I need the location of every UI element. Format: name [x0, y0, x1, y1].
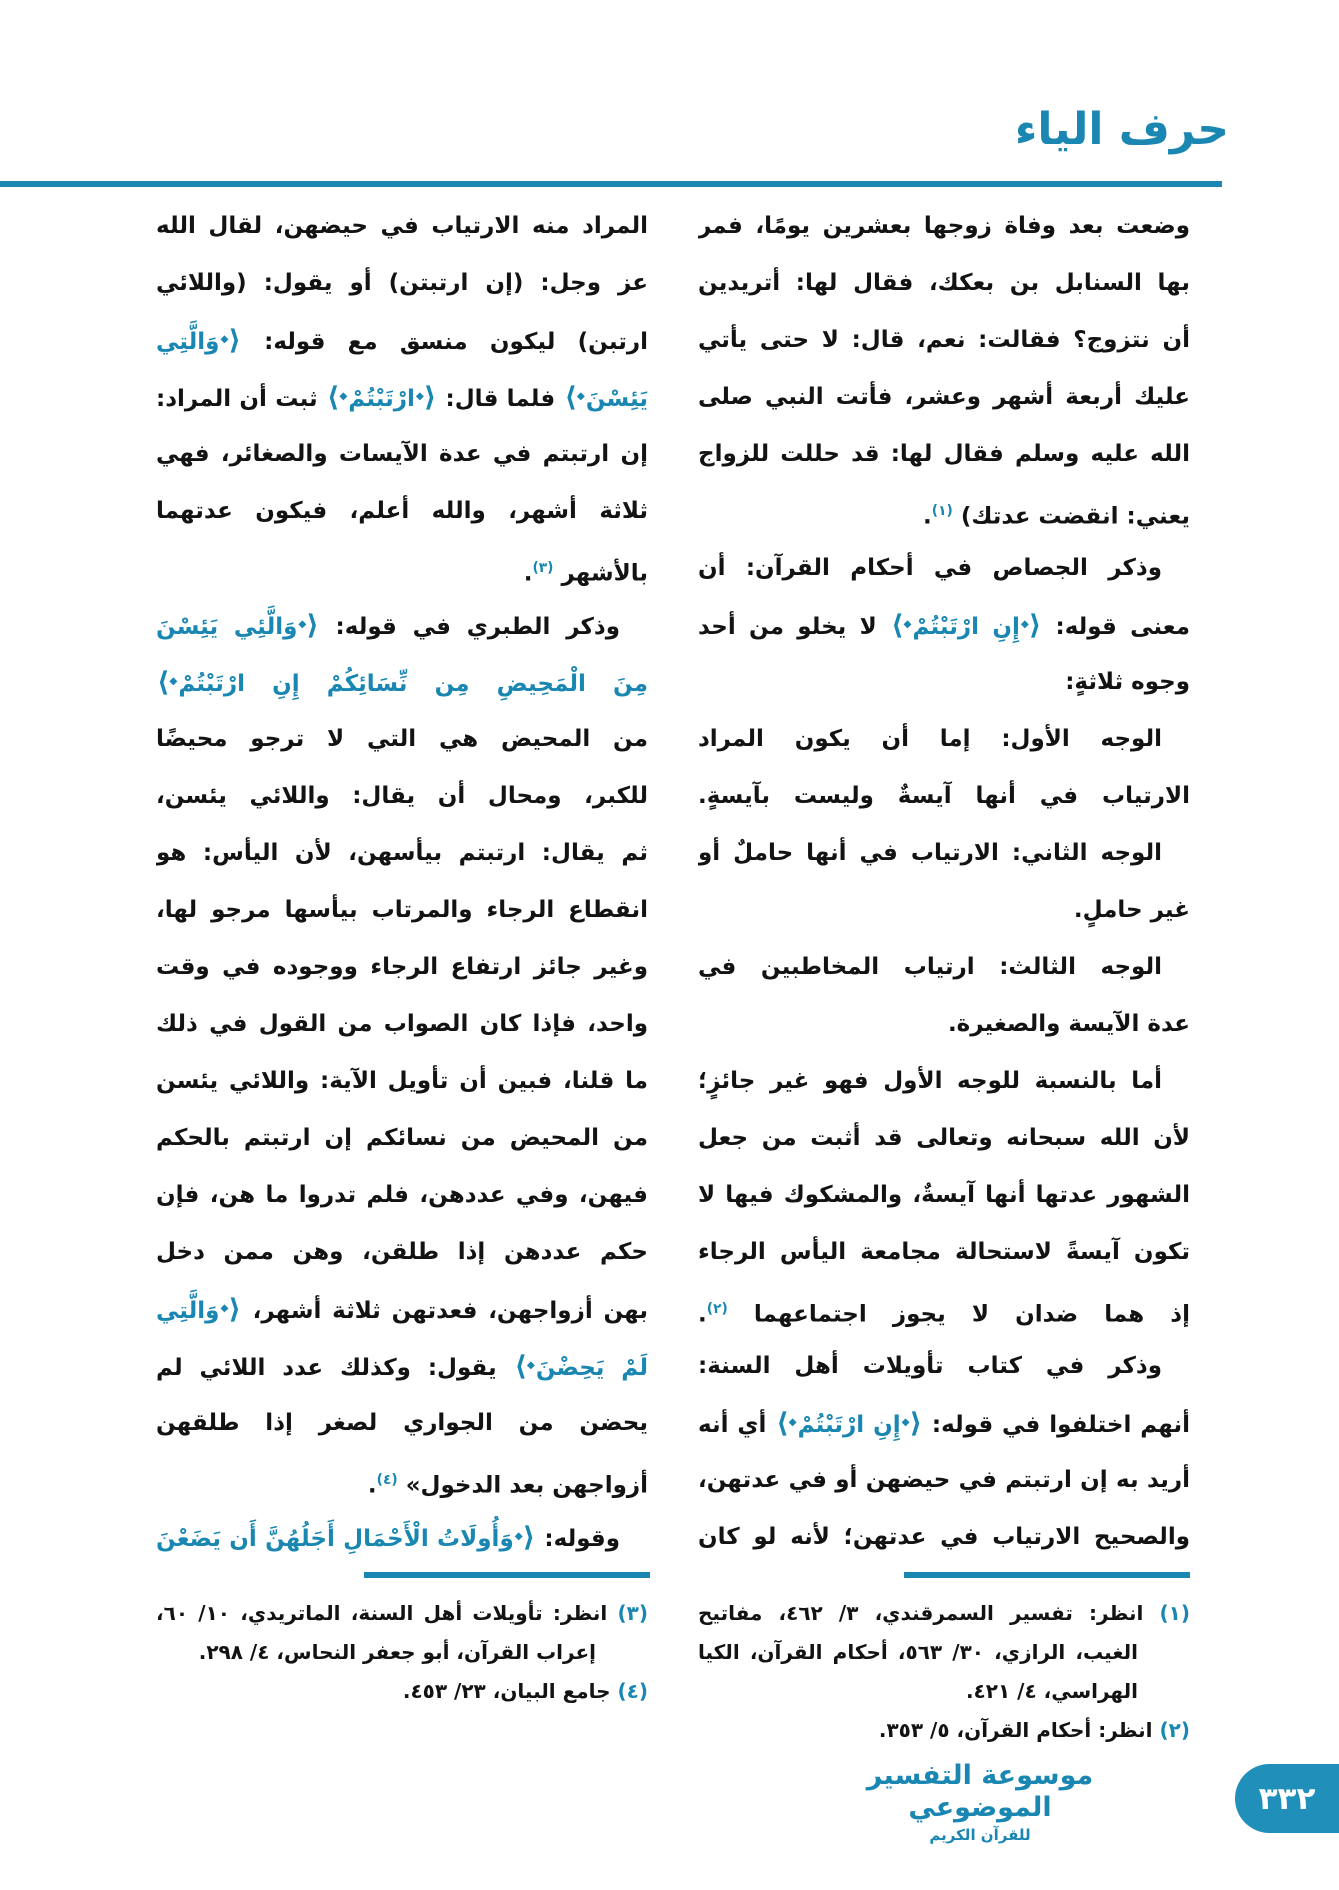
text-line — [698, 1167, 1190, 1224]
footnote-marker: (٢) — [1152, 1718, 1190, 1742]
body-text: بها السنابل بن بعكك، فقال لها: أتريدين — [698, 270, 1190, 296]
text-line — [698, 255, 1190, 312]
text-line — [698, 1395, 1190, 1452]
body-text: . — [923, 503, 932, 530]
quran-quote: مِنَ الْمَحِيضِ مِن نِّسَائِكُمْ إِنِ ارْتَبْتُمْ — [178, 671, 648, 697]
footnote-rule-left — [364, 1572, 650, 1578]
quran-open-bracket-icon: ◆⟩ — [298, 610, 319, 641]
body-text: عدة الآيسة والصغيرة. — [947, 1011, 1190, 1037]
body-text: بهن أزواجهن، فعدتهن ثلاثة أشهر، — [241, 1298, 648, 1324]
text-line — [698, 654, 1190, 711]
quran-open-bracket-icon: ◆⟩ — [901, 1408, 922, 1439]
quran-close-bracket-icon: ⟨◆ — [776, 1408, 797, 1439]
body-text: الشهور عدتها أنها آيسةٌ، والمشكوك فيها لا — [698, 1182, 1190, 1208]
footnote — [156, 1672, 648, 1711]
body-text: والصحيح الارتياب في عدتهن؛ لأنه لو كان — [698, 1524, 1190, 1550]
quran-quote: وَالَّتِي — [156, 329, 220, 355]
body-text: لا يخلو من أحد — [698, 614, 891, 640]
text-line — [698, 1053, 1190, 1110]
footnote-text: انظر: تفسير السمرقندي، ٣/ ٤٦٢، مفاتيح الغيب، الرازي، ٣٠/ ٥٦٣، أحكام القرآن، الكيا الهراسي، ٤/ ٤٢١. — [698, 1601, 1144, 1703]
footnote-text: انظر: أحكام القرآن، ٥/ ٣٥٣. — [878, 1718, 1153, 1742]
header-rule — [0, 181, 1222, 187]
body-text: ثبت أن المراد: — [156, 386, 326, 412]
text-line — [698, 768, 1190, 825]
body-text: للكبر، ومحال أن يقال: واللائي يئسن، — [156, 783, 648, 809]
text-line — [156, 1338, 648, 1395]
body-text: أما بالنسبة للوجه الأول فهو غير جائزٍ؛ — [698, 1068, 1162, 1094]
text-line — [698, 369, 1190, 426]
body-text: لأن الله سبحانه وتعالى قد أثبت من جعل — [698, 1125, 1190, 1151]
footnote — [698, 1594, 1190, 1711]
body-text: من المحيض هي التي لا ترجو محيضًا — [156, 726, 648, 752]
quran-close-bracket-icon: ⟨◆ — [514, 1351, 535, 1382]
text-line — [156, 996, 648, 1053]
quran-open-bracket-icon: ◆⟩ — [1020, 610, 1042, 641]
chapter-title: حرف الياء — [1014, 104, 1229, 155]
text-line — [698, 1338, 1190, 1395]
body-text: واحد، فإذا كان الصواب من القول في ذلك — [156, 1011, 648, 1037]
text-line — [698, 540, 1190, 597]
text-line — [156, 540, 648, 597]
text-line — [156, 768, 648, 825]
body-text: بالأشهر — [553, 560, 648, 587]
text-line — [156, 1452, 648, 1509]
text-line — [698, 1224, 1190, 1281]
footnote-ref: (١) — [931, 503, 953, 519]
quran-quote: لَمْ يَحِضْنَ — [535, 1355, 648, 1381]
quran-close-bracket-icon: ⟨◆ — [564, 382, 585, 413]
body-text: فلما قال: — [437, 386, 564, 412]
body-text: المراد منه الارتياب في حيضهن، لقال الله — [156, 213, 648, 239]
body-text: الوجه الثاني: الارتياب في أنها حاملٌ أو — [698, 840, 1162, 866]
body-text: ثلاثة أشهر، والله أعلم، فيكون عدتهما — [156, 498, 648, 524]
body-text: أريد به إن ارتبتم في حيضهن أو في عدتهن، — [698, 1467, 1190, 1493]
body-text: الوجه الثالث: ارتياب المخاطبين في — [698, 954, 1162, 980]
quran-quote: وَالَّئِي يَئِسْنَ — [156, 614, 298, 640]
body-text: من المحيض من نسائكم إن ارتبتم بالحكم — [156, 1125, 648, 1151]
text-line — [156, 312, 648, 369]
text-line — [698, 825, 1190, 882]
footnote-marker: (٤) — [610, 1679, 648, 1703]
footnote-ref: (٤) — [376, 1472, 398, 1488]
quran-close-bracket-icon: ⟨◆ — [157, 667, 178, 698]
text-line — [698, 198, 1190, 255]
footnote-marker: (١) — [1143, 1601, 1190, 1625]
body-text: أنهم اختلفوا في قوله: — [922, 1412, 1190, 1438]
text-line — [698, 711, 1190, 768]
quran-open-bracket-icon: ◆⟩ — [220, 1294, 241, 1325]
body-text: يقول: وكذلك عدد اللائي لم — [156, 1355, 514, 1381]
footnote-rule-right — [904, 1572, 1190, 1578]
footnotes-left — [156, 1594, 648, 1711]
body-text: . — [698, 1301, 707, 1328]
text-line — [156, 1110, 648, 1167]
body-text: وذكر الطبري في قوله: — [319, 614, 620, 640]
body-text: معنى قوله: — [1042, 614, 1190, 640]
text-line — [698, 597, 1190, 654]
footnote-marker: (٣) — [607, 1601, 648, 1625]
publisher-logo — [810, 1760, 1150, 1846]
text-line — [156, 426, 648, 483]
body-text: ما قلنا، فبين أن تأويل الآية: واللائي يئسن — [156, 1068, 648, 1094]
text-line — [156, 939, 648, 996]
footnote-text: جامع البيان، ٢٣/ ٤٥٣. — [402, 1679, 611, 1703]
quran-open-bracket-icon: ◆⟩ — [514, 1522, 536, 1553]
body-text: حكم عددهن إذا طلقن، وهن ممن دخل — [156, 1239, 648, 1265]
body-text: وقوله: — [536, 1526, 620, 1552]
text-line — [698, 1509, 1190, 1566]
body-text: انقطاع الرجاء والمرتاب بيأسها مرجو لها، — [156, 897, 648, 923]
quran-close-bracket-icon: ⟨◆ — [891, 610, 912, 641]
text-line — [156, 1224, 648, 1281]
text-line — [156, 1053, 648, 1110]
body-text: فيهن، وفي عددهن، فلم تدروا ما هن، فإن — [156, 1182, 648, 1208]
quran-quote: يَئِسْنَ — [585, 386, 648, 412]
column-left — [156, 198, 648, 1566]
body-text: أزواجهن بعد الدخول» — [397, 1472, 648, 1499]
footnote-ref: (٢) — [706, 1301, 728, 1317]
text-line — [698, 939, 1190, 996]
text-line — [156, 1281, 648, 1338]
body-text: وذكر الجصاص في أحكام القرآن: أن — [698, 555, 1162, 581]
text-line — [698, 996, 1190, 1053]
body-text: الله عليه وسلم فقال لها: قد حللت للزواج — [698, 441, 1190, 467]
text-line — [698, 1281, 1190, 1338]
body-text: يحضن من الجواري لصغر إذا طلقهن — [156, 1410, 648, 1436]
text-line — [698, 1452, 1190, 1509]
text-line — [156, 1395, 648, 1452]
body-text: وضعت بعد وفاة زوجها بعشرين يومًا، فمر — [698, 213, 1190, 239]
publisher-logo-subtitle: للقرآن الكريم — [929, 1826, 1031, 1844]
body-text: عز وجل: (إن ارتبتن) أو يقول: (واللائي — [156, 270, 648, 296]
text-line — [698, 312, 1190, 369]
publisher-logo-title: موسوعة التفسير الموضوعي — [866, 1760, 1094, 1823]
body-text: الوجه الأول: إما أن يكون المراد — [698, 726, 1162, 752]
text-line — [156, 255, 648, 312]
text-line — [698, 426, 1190, 483]
text-line — [156, 1509, 648, 1566]
text-line — [156, 597, 648, 654]
text-line — [156, 198, 648, 255]
footnote — [156, 1594, 648, 1672]
quran-quote: وَالَّتِي — [156, 1298, 220, 1324]
body-text: . — [523, 560, 533, 587]
footnotes-right — [698, 1594, 1190, 1750]
text-line — [156, 483, 648, 540]
quran-quote: إِنِ ارْتَبْتُمْ — [912, 614, 1020, 640]
body-text: وذكر في كتاب تأويلات أهل السنة: — [698, 1353, 1162, 1379]
footnote — [698, 1711, 1190, 1750]
text-line — [698, 1110, 1190, 1167]
body-text: أي أنه — [698, 1412, 776, 1438]
quran-open-bracket-icon: ◆⟩ — [220, 325, 241, 356]
quran-quote: إِنِ ارْتَبْتُمْ — [797, 1412, 901, 1438]
text-line — [156, 1167, 648, 1224]
quran-quote: وَأُولَاتُ الْأَحْمَالِ أَجَلُهُنَّ أَن يَضَعْنَ — [156, 1526, 514, 1552]
footnote-text: انظر: تأويلات أهل السنة، الماتريدي، ١٠/ ٦٠، إعراب القرآن، أبو جعفر النحاس، ٤/ ٢٩٨. — [156, 1601, 608, 1664]
body-text: إن ارتبتم في عدة الآيسات والصغائر، فهي — [156, 441, 648, 467]
text-line — [156, 882, 648, 939]
quran-open-bracket-icon: ◆⟩ — [415, 382, 437, 413]
body-text: وغير جائز ارتفاع الرجاء ووجوده في وقت — [156, 954, 648, 980]
text-line — [156, 825, 648, 882]
body-text: يعني: انقضت عدتك) — [952, 503, 1190, 530]
body-text: الارتياب في أنها آيسةٌ وليست بآيسةٍ. — [698, 783, 1190, 809]
text-line — [698, 483, 1190, 540]
page-number-badge — [1235, 1764, 1339, 1833]
body-text: وجوه ثلاثةٍ: — [1065, 669, 1190, 695]
body-text: أن نتزوج؟ فقالت: نعم، قال: لا حتى يأتي — [698, 327, 1190, 353]
text-line — [156, 369, 648, 426]
body-text: ثم يقال: ارتبتم بيأسهن، لأن اليأس: هو — [156, 840, 648, 866]
page-number: ٣٣٢ — [1258, 1780, 1316, 1817]
body-text: إذ هما ضدان لا يجوز اجتماعهما — [727, 1301, 1190, 1328]
body-text: ارتبن) ليكون منسق مع قوله: — [241, 329, 648, 355]
text-line — [156, 654, 648, 711]
body-text: . — [367, 1472, 377, 1499]
text-line — [156, 711, 648, 768]
quran-close-bracket-icon: ⟨◆ — [326, 382, 348, 413]
column-right — [698, 198, 1190, 1566]
body-text: غير حاملٍ. — [1073, 897, 1190, 923]
quran-quote: ارْتَبْتُمْ — [348, 386, 415, 412]
body-text: تكون آيسةً لاستحالة مجامعة اليأس الرجاء — [698, 1239, 1190, 1265]
footnote-ref: (٣) — [532, 560, 554, 576]
body-text: عليك أربعة أشهر وعشر، فأتت النبي صلى — [698, 384, 1190, 410]
text-line — [698, 882, 1190, 939]
